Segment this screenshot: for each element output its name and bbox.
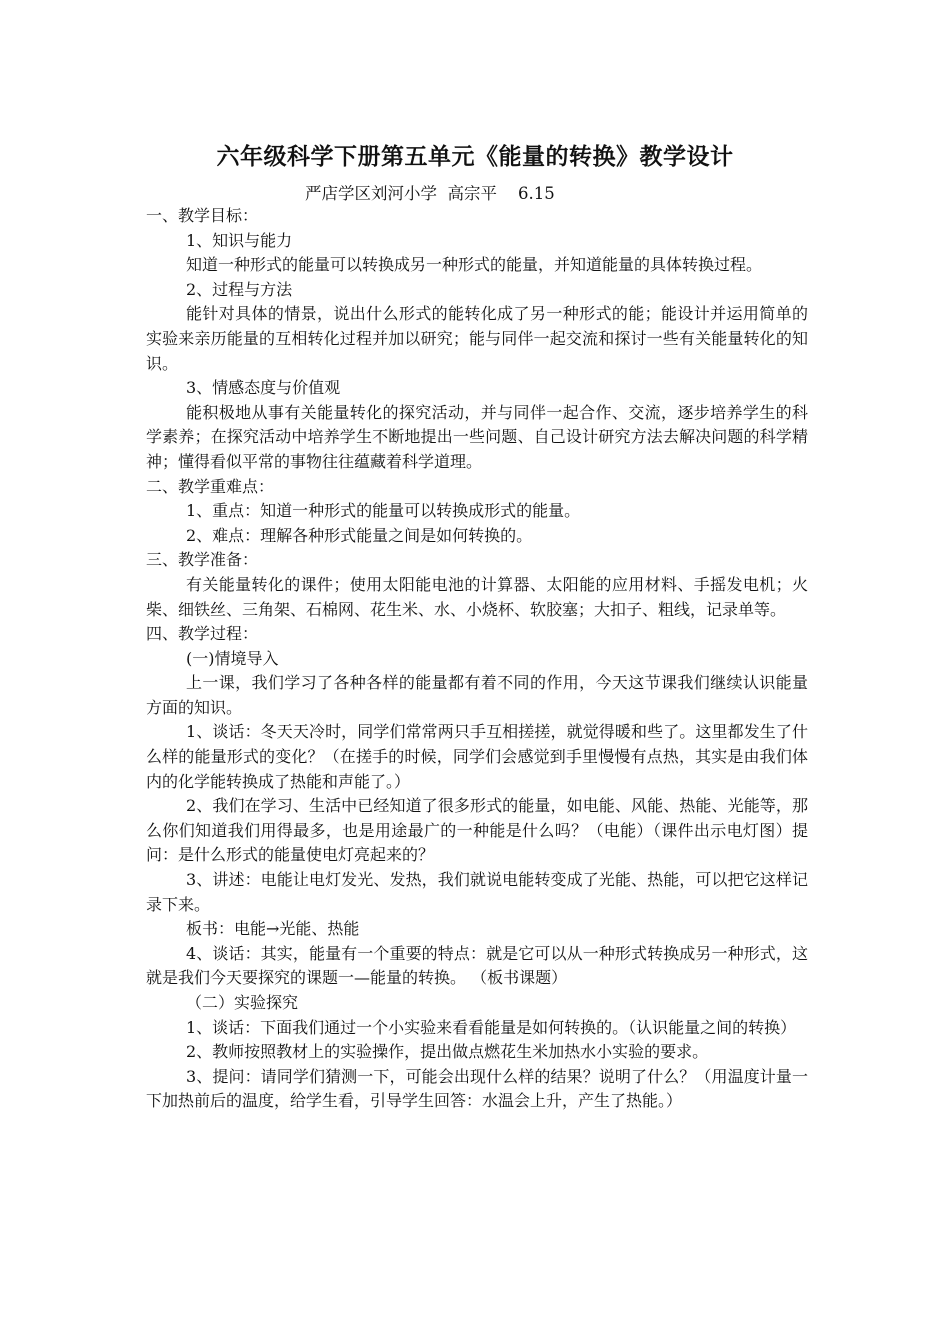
paragraph: 2、我们在学习、生活中已经知道了很多形式的能量，如电能、风能、热能、光能等，那么你们知道我们用得最多，也是用途最广的一种能是什么吗？（电能）（课件出示电灯图）提问：是什么形式的能量使电灯亮起来的？ [146,796,808,865]
paragraph: (一)情境导入 [186,648,279,668]
paragraph: 四、教学过程： [146,624,259,644]
paragraph: 知道一种形式的能量可以转换成另一种形式的能量，并知道能量的具体转换过程。 [186,255,763,275]
paragraph: 1、谈话：冬天天冷时，同学们常常两只手互相搓搓，就觉得暖和些了。这里都发生了什么样的能量形式的变化？（在搓手的时候，同学们会感觉到手里慢慢有点热，其实是由我们体内的化学能转换成了热能和声能了。） [146,722,808,791]
document-title: 六年级科学下册第五单元《能量的转换》教学设计 [216,144,734,170]
paragraph: （二）实验探究 [186,993,299,1012]
paragraph: 1、知识与能力 [186,230,293,250]
author-line: 严店学区刘河小学 高宗平 6.15 [305,184,555,203]
paragraph: 1、谈话：下面我们通过一个小实验来看看能量是如何转换的。（认识能量之间的转换） [186,1017,797,1037]
paragraph: 三、教学准备： [146,550,259,570]
paragraph: 板书：电能→光能、热能 [186,919,360,939]
document-body [146,204,808,1114]
paragraph: 1、重点：知道一种形式的能量可以转换成形式的能量。 [186,501,581,521]
paragraph: 3、提问：请同学们猜测一下，可能会出现什么样的结果？说明了什么？（用温度计量一下加热前后的温度，给学生看，引导学生回答：水温会上升，产生了热能。） [146,1066,808,1111]
paragraph: 一、教学目标： [146,206,259,225]
paragraph: 能积极地从事有关能量转化的探究活动，并与同伴一起合作、交流，逐步培养学生的科学素养；在探究活动中培养学生不断地提出一些问题、自己设计研究方法去解决问题的科学精神；懂得看似平常的事物往往蕴藏着科学道理。 [146,402,808,471]
paragraph: 2、过程与方法 [186,279,293,299]
paragraph: 2、难点：理解各种形式能量之间是如何转换的。 [186,525,533,545]
paragraph: 3、情感态度与价值观 [186,378,341,398]
paragraph: 能针对具体的情景，说出什么形式的能转化成了另一种形式的能；能设计并运用简单的实验来亲历能量的互相转化过程并加以研究；能与同伴一起交流和探讨一些有关能量转化的知识。 [146,304,808,373]
paragraph: 2、教师按照教材上的实验操作，提出做点燃花生米加热水小实验的要求。 [186,1042,709,1062]
paragraph: 4、谈话：其实，能量有一个重要的特点：就是它可以从一种形式转换成另一种形式，这就是我们今天要探究的课题一—能量的转换。 （板书课题） [146,943,808,988]
paragraph: 二、教学重难点： [146,476,275,496]
paragraph: 上一课，我们学习了各种各样的能量都有着不同的作用，今天这节课我们继续认识能量方面的知识。 [146,673,808,717]
paragraph: 3、讲述：电能让电灯发光、发热，我们就说电能转变成了光能、热能，可以把它这样记录下来。 [146,870,808,914]
paragraph: 有关能量转化的课件；使用太阳能电池的计算器、太阳能的应用材料、手摇发电机；火柴、细铁丝、三角架、石棉网、花生米、水、小烧杯、软胶塞；大扣子、粗线，记录单等。 [146,574,808,619]
